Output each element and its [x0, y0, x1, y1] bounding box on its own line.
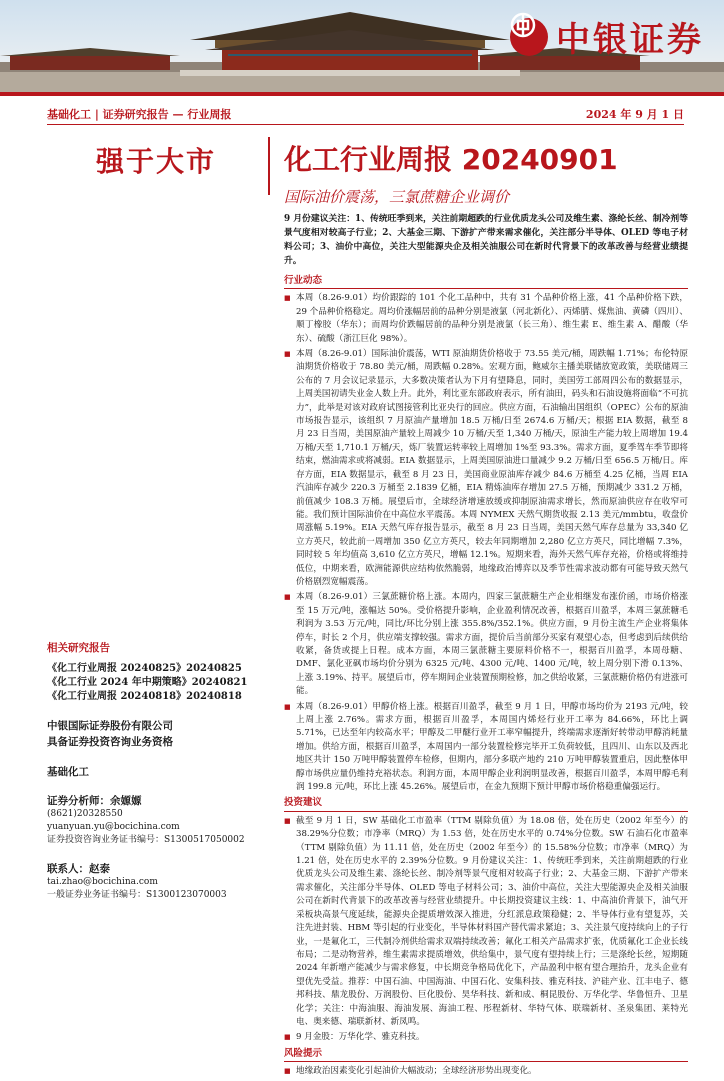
- section-head-risk: 风险提示: [284, 1047, 688, 1062]
- header-divider: [47, 124, 684, 125]
- analyst-label: 证券分析师：余嫄嫄: [47, 795, 142, 807]
- report-date: 2024 年 9 月 1 日: [585, 108, 684, 121]
- top-rule: [0, 92, 724, 96]
- related-report-link[interactable]: 《化工行业周报 20240825》20240825: [47, 663, 242, 674]
- dynamics-item: ■ 本周（8.26-9.01）国际油价震荡，WTI 原油期货价格收于 73.55 美元/桶，周跌幅 1.71%；布伦特原油期货价格收于 78.80 美元/桶，周跌幅 0.28%。宏观方面，鲍威尔主播美联储放宽政策，美联储周三公布的 7 月会议记录显示，大多数决策者认为下月有望降息，同时，美国劳工部周四公布的数据显示，上周美国初请失业金人数上升。此外，利比亚东部政府表示，所有油田，码头和石油设施将面临“不可抗力”，此举是对该对政府试图接管利比亚央行的回应。供应方面，石油输出国组织（OPEC）公布的原油市场报告显示，该组织 7 月原油产量增加 18.5 万桶/日至 2674.6 万桶/天；根据 EIA 数据，截至 8 月 23 日当周，美国原油产量较上周减少 10 万桶/天至 1,340 万桶/天，原油生产能力较上周增加 19.4 万桶/天至 1,710.1 万桶/天，炼厂装置运转率较上周增加 1%至 93.3%。需求方面，夏季驾车季节即将结束，燃油需求或将减弱。EIA 数据显示，上周美国原油进口量减少 9.2 万桶/日至 656.5 万桶/日。库存方面，EIA 数据显示，截至 8 月 23 日，美国商业原油库存减少 84.6 万桶至 4.25 亿桶，当周 EIA 汽油库存减少 220.3 万桶至 2.1839 亿桶，EIA 精炼油库存增加 27.5 万桶，预期减少 331.2 万桶，前值减少 108.3 万桶。展望后市，全球经济增速放缓或抑制原油需求增长，然而原油供应存在收窄可能。我们预计国际油价在中高位水平震荡。本周 NYMEX 天然气期货收报 2.13 美元/mmbtu，收盘价周涨幅 5.19%。EIA 天然气库存报告显示，截至 8 月 23 日当周，美国天然气库存总量为 33,340 亿立方英尺，较此前一周增加 350 亿立方英尺，较去年同期增加 2,280 亿立方英尺，同比增幅 7.3%，同时较 5 年均值高 3,610 亿立方英尺，增幅 12.1%。短期来看，海外天然气库存充裕，价格或将维持低位，中期来看，欧洲能源供应结构依然脆弱，地缘政治博弈以及季节性需求波动都有可能导致天然气价格剧烈宽幅震荡。: [284, 348, 688, 589]
- sidebar: [47, 640, 257, 902]
- section-head-dynamics: 行业动态: [284, 274, 688, 289]
- dynamics-item: ■ 本周（8.26-9.01）均价跟踪的 101 个化工品种中，共有 31 个品种价格上涨，41 个品种价格下跌，29 个品种价格稳定。周均价涨幅居前的品种分别是液氯（河北新化）、丙烯腈、煤焦油、黄磷（四川）、顺丁橡胶（华东）；而周均价跌幅居前的品种分别是液氯（长三角）、维生素 E、维生素 A、醋酸（华东）、硫酸（浙江巨化 98%）。: [284, 292, 688, 346]
- contact-cert: 一般证券业务证书编号：S1300123070003: [47, 890, 227, 900]
- hero-banner: [0, 0, 724, 92]
- analyst-cert: 证券投资咨询业务证书编号：S1300517050002: [47, 835, 245, 845]
- summary-paragraph: 9 月份建议关注：1、传统旺季到来，关注前期超跌的行业优质龙头公司及维生素、涤纶长丝、制冷剂等景气度相对较高子行业；2、大基金三期、下游扩产带来需求催化，关注部分半导体、OLED 等电子材料公司；3、油价中高位，关注大型能源央企及相关油服公司在新时代背景下的改革改善与经营业绩提升。: [284, 214, 688, 266]
- dynamics-item: ■ 本周（8.26-9.01）三氯蔗糖价格上涨。本周内，四家三氯蔗糖生产企业相继发布涨价函，市场价格涨至 15 万元/吨，涨幅达 50%。受价格提升影响，企业盈利情况改善，根据百川盈孚，本周三氯蔗糖毛利润为 3.53 万元/吨，同比/环比分别上涨 355.8%/352.1%。供应方面，9 月份主流生产企业将集体停车，时长 2 个月，供应端支撑较强。需求方面，提价后当前部分买家有观望心态，但考虑到后续供给收紧，备货或提上日程。成本方面，本周三氯蔗糖主要原料价格不一，根据百川盈孚，本周母糖、DMF、氯化亚砜市场均价分别为 6325 元/吨、4300 元/吨、1400 元/吨，较上周分别下滑 0.13%、上涨 3.19%、持平。展望后市，停车期间企业装置预期检修，加之供给收紧，三氯蔗糖价格仍有进涨可能。: [284, 591, 688, 698]
- rating-label: 强于大市: [96, 145, 217, 178]
- advice-item: ■ 9 月金股：万华化学、雅克科技。: [284, 1031, 688, 1044]
- brand-logo: [510, 12, 704, 61]
- analyst-email[interactable]: yuanyuan.yu@bocichina.com: [47, 822, 180, 832]
- related-report-link[interactable]: 《化工行业 2024 年中期策略》20240821: [47, 677, 248, 688]
- firm-name: 中银国际证券股份有限公司: [47, 720, 173, 732]
- report-title: 化工行业周报 20240901: [284, 143, 618, 176]
- advice-item: ■ 截至 9 月 1 日，SW 基础化工市盈率（TTM 剔除负值）为 18.08 倍，处在历史（2002 年至今）的 38.29%分位数；市净率（MRQ）为 1.53 倍，处在历史水平的 0.74%分位数。SW 石油石化市盈率（TTM 剔除负值）为 11.11 倍，处在历史（2002 年至今）的 15.58%分位数；市净率（MRQ）为 1.21 倍，处在历史水平的 2.39%分位数。9 月份建议关注：1、传统旺季到来，关注前期超跌的行业优质龙头公司及维生素、涤纶长丝、制冷剂等景气度相对较高子行业；2、大基金三期、下游扩产带来需求催化，关注部分半导体、OLED 等电子材料公司；3、油价中高位，关注大型能源央企及相关油服公司在新时代背景下的改革改善与经营业绩提升。中长期投资建议主线：1、中高油价背景下，油气开采板块高景气度延续，能源央企提质增效深入推进，分红派息政策稳健；2、半导体行业有望复苏，关注先进封装、HBM 等引起的行业变化，半导体材料国产替代需求紧迫；3、关注景气度持续向上的子行业，一是氟化工，三代制冷剂供给需求双端持续改善；氟化工相关产品需求扩张，优质氟化工企业长线布局；二是动物营养，维生素需求提质增效，供给集中，景气度有望持续上行；三是涤纶长丝，短期随 2024 年新增产能减少与需求修复，中长期竞争格局优化下，产品盈利中枢有望合理抬升，龙头企业有望优先受益。推荐：中国石油、中国海油、中国石化、安集科技、雅克科技、沪硅产业、江丰电子、德邦科技、鼎龙股份、万润股份、巨化股份、昊华科技、新和成、桐昆股份、万华化学、华鲁恒升、卫星化学；关注：中海油服、海油发展、海油工程、彤程新材、华特气体、联瑞新材、圣泉集团、莱特光电、奥来德、瑞联新材、新凤鸣。: [284, 815, 688, 1030]
- title-divider: [268, 137, 270, 195]
- analyst-phone: (8621)20328550: [47, 809, 123, 819]
- firm-info: [47, 718, 257, 750]
- brand-name: 中银证券: [556, 20, 704, 60]
- contact-label: 联系人：赵泰: [47, 863, 110, 875]
- main-content: [284, 212, 688, 1081]
- risk-item: ■ 地缘政治因素变化引起油价大幅波动；全球经济形势出现变化。: [284, 1065, 688, 1078]
- related-reports-head: 相关研究报告: [47, 642, 110, 654]
- related-report-link[interactable]: 《化工行业周报 20240818》20240818: [47, 691, 242, 702]
- sector-label: 基础化工: [47, 766, 89, 778]
- firm-qualification: 具备证券投资咨询业务资格: [47, 736, 173, 748]
- boci-logo-icon: [510, 18, 548, 56]
- dynamics-item: ■ 本周（8.26-9.01）甲醇价格上涨。根据百川盈孚，截至 9 月 1 日，甲醇市场均价为 2193 元/吨，较上周上涨 2.76%。需求方面，根据百川盈孚，本周国内烯烃行业开工率为 84.66%，环比上调 5.71%，已达至年内较高水平；甲醇及二甲醚行业开工率窄幅提升，终端需求逐渐好转带动甲醇消耗量增加。供给方面，根据百川盈孚，本周国内一部分装置检修完毕开工负荷较低，且四川、山东以及西北地区共计 150 万吨甲醇装置停车检修，但期内，部分多联产地约 210 万吨甲醇装置重启，因此整体甲醇市场供应量仍维持充裕状态。利润方面，本周甲醇企业利润明显改善，根据百川盈孚，本周甲醇毛利润 199.8 元/吨，环比上涨 45.26%。展望后市，在金九预期下预计甲醇市场价格稳重偏强运行。: [284, 701, 688, 795]
- section-head-advice: 投资建议: [284, 796, 688, 811]
- contact-email[interactable]: tai.zhao@bocichina.com: [47, 877, 158, 887]
- breadcrumb: 基础化工 | 证券研究报告 — 行业周报: [47, 108, 232, 121]
- report-subtitle: 国际油价震荡，三氯蔗糖企业调价: [284, 188, 510, 206]
